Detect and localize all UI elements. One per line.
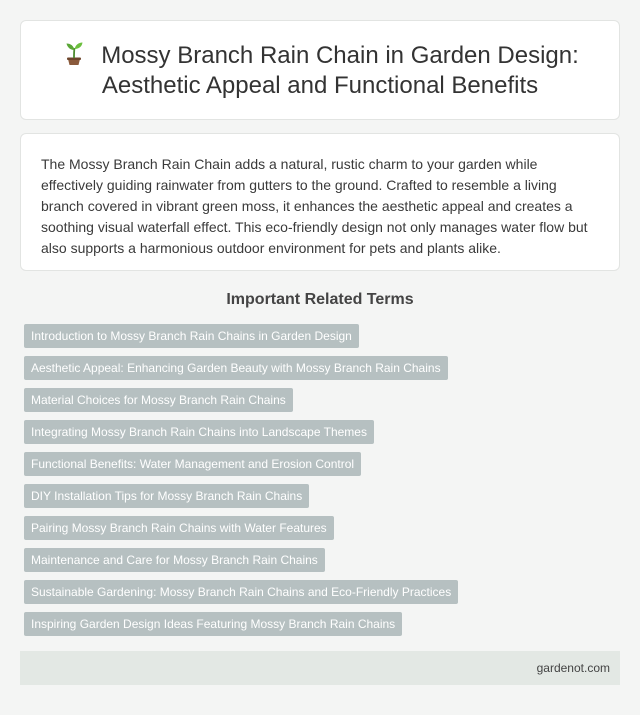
related-term-tag[interactable]: Aesthetic Appeal: Enhancing Garden Beauty with Mossy Branch Rain Chains <box>24 356 448 380</box>
footer <box>20 651 620 685</box>
related-terms-heading: Important Related Terms <box>226 291 414 308</box>
related-terms-list <box>24 324 624 644</box>
summary-text: The Mossy Branch Rain Chain adds a natural, rustic charm to your garden while effectively guiding rainwater from gutters to the ground. Crafted to resemble a living branch covered in vibrant green moss, it enhances the aesthetic appeal and creates a soothing visual waterfall effect. This eco-friendly design not only manages water flow but also supports a harmonious outdoor environment for pets and plants alike. <box>41 156 588 256</box>
related-term-tag[interactable]: Inspiring Garden Design Ideas Featuring Mossy Branch Rain Chains <box>24 612 402 636</box>
related-term-tag[interactable]: Material Choices for Mossy Branch Rain Chains <box>24 388 293 412</box>
related-term-tag[interactable]: Functional Benefits: Water Management and Erosion Control <box>24 452 361 476</box>
related-term-tag[interactable]: DIY Installation Tips for Mossy Branch Rain Chains <box>24 484 309 508</box>
summary-card <box>20 133 620 271</box>
related-term-tag[interactable]: Introduction to Mossy Branch Rain Chains in Garden Design <box>24 324 359 348</box>
page-title <box>41 40 599 101</box>
related-term-tag[interactable]: Integrating Mossy Branch Rain Chains into Landscape Themes <box>24 420 374 444</box>
related-term-tag[interactable]: Sustainable Gardening: Mossy Branch Rain Chains and Eco-Friendly Practices <box>24 580 458 604</box>
footer-site-name[interactable]: gardenot.com <box>536 661 610 675</box>
related-term-tag[interactable]: Pairing Mossy Branch Rain Chains with Water Features <box>24 516 334 540</box>
seedling-icon <box>61 40 87 66</box>
header-card <box>20 20 620 120</box>
related-term-tag[interactable]: Maintenance and Care for Mossy Branch Rain Chains <box>24 548 325 572</box>
page-title-text: Mossy Branch Rain Chain in Garden Design: Aesthetic Appeal and Functional Benefits <box>101 41 579 99</box>
